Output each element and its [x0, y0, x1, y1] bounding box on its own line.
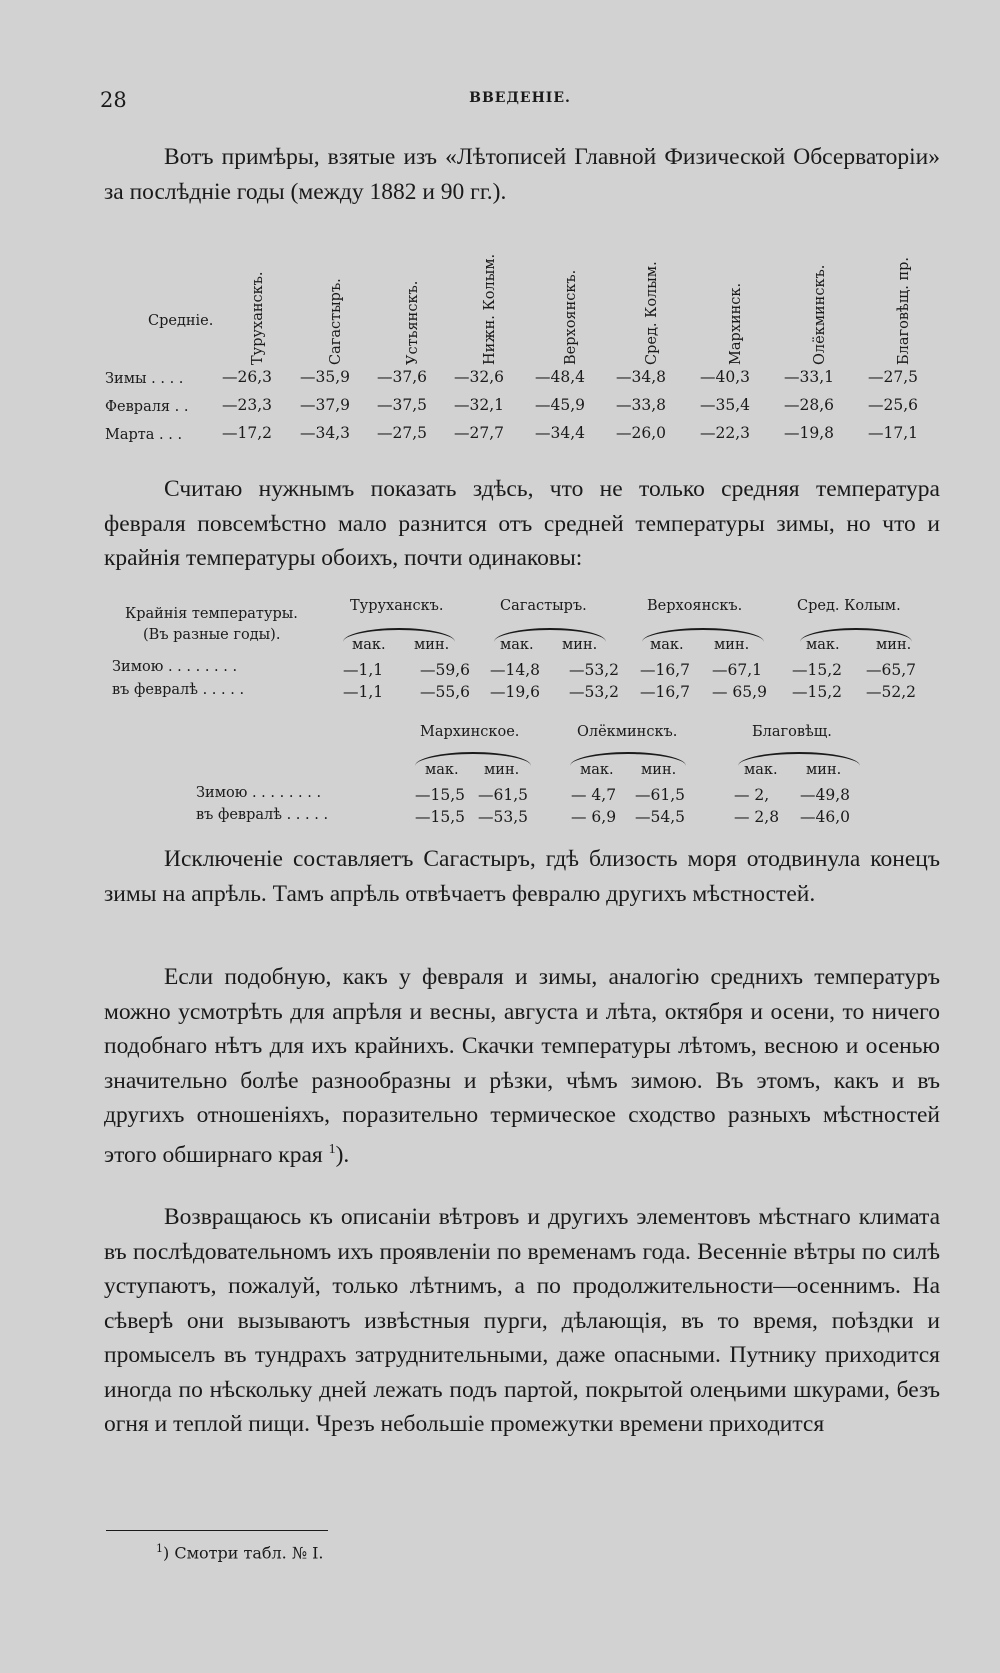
table2-sublabel: (Въ разные годы). [143, 627, 281, 643]
paragraph-winds: Возвращаюсь къ описаніи вѣтровъ и другихъ элементовъ мѣстнаго климата въ послѣдовательномъ ихъ проявленіи по временамъ года. Весенніе вѣтры по силѣ уступаютъ, пожалуй, только лѣтнимъ, а по продолжительности—осеннимъ. На сѣверѣ они вызываютъ извѣстныя пурги, дѣлающія, въ то время, поѣздки и промыселъ въ тундрахъ затруднительными, даже опасными. Путнику приходится иногда по нѣскольку дней лежать подъ партой, покрытой олеңьими шкурами, безъ огня и теплой пищи. Чрезъ небольшіе промежутки времени приходится [104, 1204, 940, 1437]
table1-cell: —27,5 [376, 424, 427, 442]
station-name: Мархинское. [420, 724, 520, 740]
table1-cell: —34,4 [534, 424, 585, 442]
station-name: Верхоянскъ. [647, 598, 743, 614]
feb-max: — 2,8 [734, 808, 780, 826]
feb-min: —53,5 [478, 808, 529, 826]
feb-max: —15,2 [792, 683, 843, 701]
winter-max: —15,5 [415, 786, 466, 804]
feb-max: — 6,9 [571, 808, 617, 826]
feb-max: —15,5 [415, 808, 466, 826]
table1-cell: —48,4 [534, 368, 585, 386]
winter-max: — 2, [734, 786, 770, 804]
table1-label: Средніе. [148, 313, 214, 329]
table1-cell: —27,7 [453, 424, 504, 442]
table1-cell: —33,8 [615, 396, 666, 414]
max-header: мак. [650, 637, 684, 653]
table1-cell: —17,2 [221, 424, 272, 442]
feb-min: —55,6 [420, 683, 471, 701]
min-header: мин. [714, 637, 750, 653]
feb-min: —53,2 [569, 683, 620, 701]
max-header: мак. [352, 637, 386, 653]
table1-row-label: Февраля . . [105, 399, 189, 415]
table1-station-header: Верхоянскъ. [563, 269, 579, 365]
station-name: Сагастыръ. [500, 598, 587, 614]
winter-min: —61,5 [478, 786, 529, 804]
min-header: мин. [806, 762, 842, 778]
feb-min: —46,0 [800, 808, 851, 826]
winter-max: —1,1 [343, 661, 384, 679]
table1-cell: —28,6 [783, 396, 834, 414]
page-number: 28 [100, 88, 127, 112]
table1-station-header: Устьянскъ. [405, 280, 421, 365]
max-header: мак. [806, 637, 840, 653]
paragraph-extremes: Считаю нужнымъ показать здѣсь, что не только средняя температура февраля повсемѣстно мало разнится отъ средней температуры зимы, но что и крайнія температуры обоихъ, почти одинаковы: [104, 476, 940, 571]
feb-max: —16,7 [640, 683, 691, 701]
max-header: мак. [500, 637, 534, 653]
feb-max: —1,1 [343, 683, 384, 701]
footnote-rule [106, 1530, 328, 1531]
table1-cell: —35,4 [699, 396, 750, 414]
winter-min: —53,2 [569, 661, 620, 679]
table1-cell: —45,9 [534, 396, 585, 414]
paragraph-exception: Исключеніе составляетъ Сагастыръ, гдѣ близость моря отодвинула конецъ зимы на апрѣль. Тамъ апрѣль отвѣчаетъ февралю другихъ мѣстностей. [104, 846, 940, 907]
table1-station-header: Нижн. Колым. [482, 253, 498, 365]
table1-cell: —32,1 [453, 396, 504, 414]
table1-cell: —37,6 [376, 368, 427, 386]
table1-cell: —27,5 [867, 368, 918, 386]
table3-row-winter: Зимою . . . . . . . . [196, 785, 322, 801]
max-header: мак. [744, 762, 778, 778]
table1-cell: —19,8 [783, 424, 834, 442]
table1-row-label: Марта . . . [105, 427, 183, 443]
table1-station-header: Туруханскъ. [250, 271, 266, 365]
paragraph-analogy-text: Если подобную, какъ у февраля и зимы, аналогію среднихъ температуръ можно усмотрѣть для апрѣля и весны, августа и лѣта, октября и осени, то ничего подобнаго нѣтъ для ихъ крайнихъ. Скачки температуры лѣтомъ, весною и осенью значительно болѣе разнообразны и рѣзки, чѣмъ зимою. Въ этомъ, какъ и въ другихъ отношеніяхъ, поразительно термическое сходство разныхъ мѣстностей этого обширнаго края [104, 964, 940, 1168]
feb-min: —52,2 [866, 683, 917, 701]
winter-max: —15,2 [792, 661, 843, 679]
page-header [100, 88, 940, 118]
table1-cell: —32,6 [453, 368, 504, 386]
winter-min: —65,7 [866, 661, 917, 679]
feb-max: —19,6 [490, 683, 541, 701]
table1-cell: —26,3 [221, 368, 272, 386]
table1-cell: —26,0 [615, 424, 666, 442]
footnote-mark: 1 [156, 1542, 163, 1555]
winter-min: —67,1 [712, 661, 763, 679]
table2-row-winter: Зимою . . . . . . . . [112, 659, 238, 675]
table1-cell: —33,1 [783, 368, 834, 386]
table1-station-header: Сагастыръ. [328, 278, 344, 365]
table1-cell: —17,1 [867, 424, 918, 442]
min-header: мин. [484, 762, 520, 778]
table1-cell: —37,9 [299, 396, 350, 414]
table1-station-header: Мархинск. [728, 282, 744, 365]
station-name: Благовѣщ. [752, 724, 832, 740]
min-header: мин. [414, 637, 450, 653]
table1-cell: —23,3 [221, 396, 272, 414]
max-header: мак. [580, 762, 614, 778]
winter-max: —16,7 [640, 661, 691, 679]
winter-max: —14,8 [490, 661, 541, 679]
table1-cell: —25,6 [867, 396, 918, 414]
table1-cell: —40,3 [699, 368, 750, 386]
table3-row-february: въ февралѣ . . . . . [196, 807, 329, 823]
running-title: ВВЕДЕНІЕ. [469, 90, 571, 106]
table1-cell: —34,3 [299, 424, 350, 442]
winter-min: —49,8 [800, 786, 851, 804]
station-name: Олёкминскъ. [577, 724, 678, 740]
winter-min: —59,6 [420, 661, 471, 679]
paragraph-analogy-end: ). [335, 1141, 350, 1168]
table2-row-february: въ февралѣ . . . . . [112, 682, 245, 698]
min-header: мин. [876, 637, 912, 653]
footnote-text: ) Смотри табл. № I. [163, 1543, 324, 1563]
feb-min: —54,5 [635, 808, 686, 826]
footnote-ref: 1 [328, 1141, 336, 1157]
table1-station-header: Благовѣщ. пр. [896, 257, 912, 365]
station-name: Туруханскъ. [350, 598, 444, 614]
table2-label: Крайнія температуры. [125, 606, 298, 622]
max-header: мак. [425, 762, 459, 778]
station-name: Сред. Колым. [797, 598, 901, 614]
paragraph-intro: Вотъ примѣры, взятые изъ «Лѣтописей Главной Физической Обсерваторіи» за послѣдніе годы (между 1882 и 90 гг.). [104, 144, 940, 205]
feb-min: — 65,9 [712, 683, 767, 701]
winter-min: —61,5 [635, 786, 686, 804]
table1-station-header: Олёкминскъ. [812, 264, 828, 365]
table1-cell: —22,3 [699, 424, 750, 442]
table1-row-label: Зимы . . . . [105, 371, 184, 387]
table1-cell: —37,5 [376, 396, 427, 414]
paragraph-analogy [104, 960, 940, 1172]
min-header: мин. [562, 637, 598, 653]
table1-station-header: Сред. Колым. [644, 261, 660, 365]
footnote [156, 1542, 323, 1562]
table1-cell: —34,8 [615, 368, 666, 386]
winter-max: — 4,7 [571, 786, 617, 804]
min-header: мин. [641, 762, 677, 778]
table1-cell: —35,9 [299, 368, 350, 386]
